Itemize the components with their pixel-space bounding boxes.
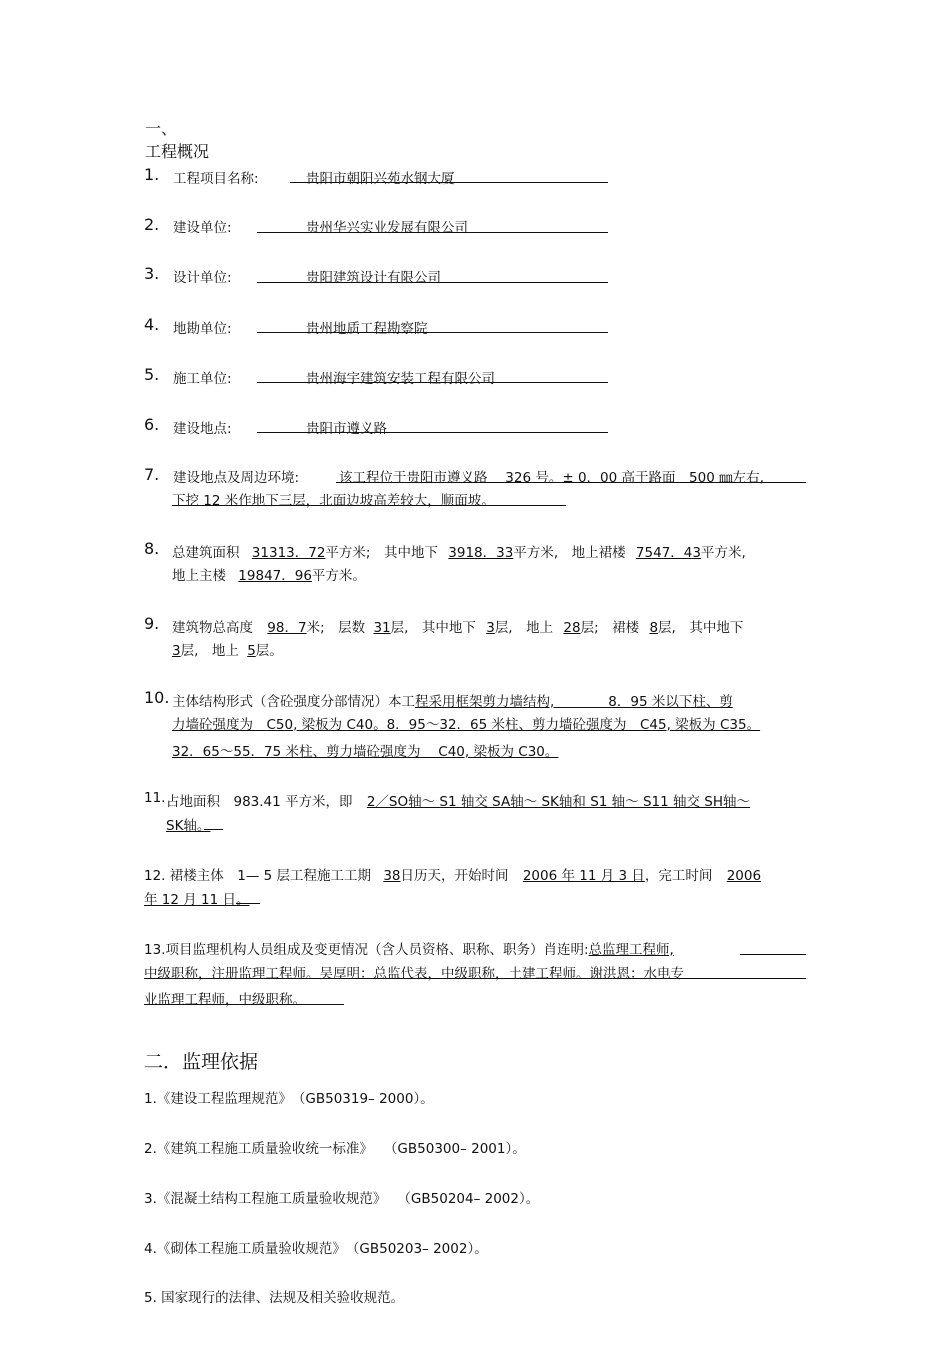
item12-line2: 年 12 月 11 日。 (144, 892, 250, 908)
item3-underline (257, 282, 608, 283)
item13-line2: 中级职称，注册监理工程师。吴厚明：总监代表，中级职称，土建工程师。谢洪恩：水电专 (144, 966, 684, 982)
item9-text-g: 层, 地上 (494, 620, 554, 636)
item4-label: 地勘单位: (173, 321, 232, 337)
item4-value: 贵州地质工程勘察院 (306, 321, 428, 337)
item8-underground-area: 3918．33 (448, 545, 514, 561)
item12-text-e: ，完工时间 (644, 868, 713, 884)
item9-number: 9. (144, 614, 160, 633)
item7-label: 建设地点及周边环境: (173, 470, 300, 486)
item4-number: 4. (144, 315, 160, 334)
item13-underline2 (144, 978, 806, 979)
item3-label: 设计单位: (173, 270, 232, 286)
basis-item-3: 3.《混凝土结构工程施工质量验收规范》 （GB50204– 2002）。 (144, 1191, 540, 1207)
item9-podium-floors: 8 (649, 620, 659, 636)
item7-underline2 (172, 505, 566, 506)
item9-text-c: 米; 层数 (306, 620, 366, 636)
item8-tower-area: 19847．96 (238, 568, 312, 584)
item9-text-l2d: 层。 (255, 643, 283, 659)
item11-underline-tail (204, 829, 223, 830)
item10-text-a: 主体结构形式（含砼强度分部情况）本工 (172, 694, 415, 710)
item12-end-year: 2006 (726, 868, 762, 884)
item12-line1 (144, 864, 761, 884)
basis-item-4: 4.《砌体工程施工质量验收规范》 （GB50203– 2002）。 (144, 1241, 488, 1257)
item13-underline1 (740, 954, 806, 955)
item8-text-l2a: 地上主楼 (172, 568, 226, 584)
item6-underline (257, 432, 608, 433)
item9-text-k: 层, 其中地下 (658, 620, 744, 636)
item9-line2 (172, 639, 283, 659)
item11-axes: 2／SO轴～ S1 轴交 SA轴～ SK轴和 S1 轴～ S11 轴交 SH轴～ (366, 794, 750, 810)
item11-line1 (166, 790, 750, 810)
item11-text-a: 占地面积 983.41 平方米，即 (166, 794, 353, 810)
item1-label: 工程项目名称: (173, 171, 259, 187)
item5-label: 施工单位: (173, 371, 232, 387)
item9-podium-basement: 3 (172, 643, 181, 659)
item1-number: 1. (144, 165, 160, 184)
item13-line3: 业监理工程师，中级职称。 (144, 992, 306, 1008)
item13-number: 13. (144, 942, 166, 958)
item10-number: 10. (144, 688, 170, 707)
item9-floors: 31 (373, 620, 391, 636)
item2-number: 2. (144, 215, 160, 234)
item9-podium-above: 5 (247, 643, 256, 659)
item12-underline-tail (236, 903, 260, 904)
item13-title: 总监理工程师, (588, 942, 674, 958)
item9-above-floors: 28 (563, 620, 581, 636)
item6-value: 贵阳市遵义路 (306, 421, 387, 437)
item7-number: 7. (144, 465, 160, 484)
item10-text-b: 程采用框架剪力墙结构, 8．95 米以下柱、剪 (415, 694, 733, 710)
item2-value: 贵州华兴实业发展有限公司 (306, 220, 468, 236)
item9-text-i: 层; 裙楼 (580, 620, 640, 636)
item7-underline1 (336, 482, 806, 483)
item9-text-a: 建筑物总高度 (172, 620, 253, 636)
basis-item-1: 1.《建设工程监理规范》 （GB50319– 2000）。 (144, 1091, 434, 1107)
item8-podium-area: 7547．43 (635, 545, 701, 561)
item2-underline (257, 232, 608, 233)
item8-line2 (172, 564, 366, 584)
item8-text-g: 平方米, (700, 545, 746, 561)
item13-underline3 (144, 1004, 344, 1005)
item8-total-area: 31313．72 (251, 545, 326, 561)
section1-title: 工程概况 (145, 142, 210, 161)
item1-value: 贵阳市朝阳兴苑水钢大厦 (306, 171, 455, 187)
item12-duration: 38 (383, 868, 401, 884)
item8-line1 (172, 541, 746, 561)
item12-text-a: 裙楼主体 1— 5 层工程施工工期 (169, 868, 372, 884)
item9-line1 (172, 616, 743, 636)
item8-text-e: 平方米, 地上裙楼 (513, 545, 626, 561)
section2-title: 二．监理依据 (144, 1051, 259, 1073)
basis-item-2: 2.《建筑工程施工质量验收统一标准》 （GB50300– 2001）。 (144, 1141, 526, 1157)
item9-basement-floors: 3 (486, 620, 495, 636)
item3-number: 3. (144, 264, 160, 283)
item7-line2: 下挖 12 米作地下三层，北面边坡高差较大，顺面坡。 (172, 493, 495, 509)
item6-number: 6. (144, 415, 160, 434)
item10-line3: 32．65～55．75 米柱、剪力墙砼强度为 C40, 梁板为 C30。 (172, 744, 559, 760)
item5-number: 5. (144, 365, 160, 384)
item11-number: 11. (144, 790, 166, 806)
item10-line2: 力墙砼强度为 C50, 梁板为 C40。8．95～32．65 米柱、剪力墙砼强度为 C45, 梁板为 C35。 (172, 717, 761, 733)
item10-line1 (172, 690, 733, 710)
item3-value: 贵阳建筑设计有限公司 (306, 270, 441, 286)
item13-line1 (144, 938, 674, 958)
basis-item-5: 5. 国家现行的法律、法规及相关验收规范。 (144, 1290, 405, 1306)
item8-text-l2c: 平方米。 (311, 568, 366, 584)
item11-line2: SK轴。 (166, 818, 211, 834)
item6-label: 建设地点: (173, 421, 232, 437)
item12-text-c: 日历天，开始时间 (400, 868, 509, 884)
item12-number: 12. (144, 868, 166, 884)
item8-number: 8. (144, 539, 160, 558)
section1-marker: 一、 (145, 119, 178, 138)
item5-value: 贵州海宇建筑安装工程有限公司 (306, 371, 495, 387)
item13-text-a: 项目监理机构人员组成及变更情况（含人员资格、职称、职务）肖连明: (165, 942, 589, 958)
item7-line1: 该工程位于贵阳市遵义路 326 号。± 0．00 高于路面 500 ㎜左右, (339, 470, 764, 486)
item4-underline (257, 332, 608, 333)
item12-start-date: 2006 年 11 月 3 日 (522, 868, 645, 884)
item2-label: 建设单位: (173, 220, 232, 236)
item8-text-c: 平方米; 其中地下 (325, 545, 438, 561)
item8-text-a: 总建筑面积 (172, 545, 240, 561)
item9-height: 98．7 (267, 620, 307, 636)
item9-text-e: 层, 其中地下 (390, 620, 476, 636)
item1-underline (290, 182, 608, 183)
item5-underline (257, 382, 608, 383)
item9-text-l2b: 层, 地上 (180, 643, 239, 659)
